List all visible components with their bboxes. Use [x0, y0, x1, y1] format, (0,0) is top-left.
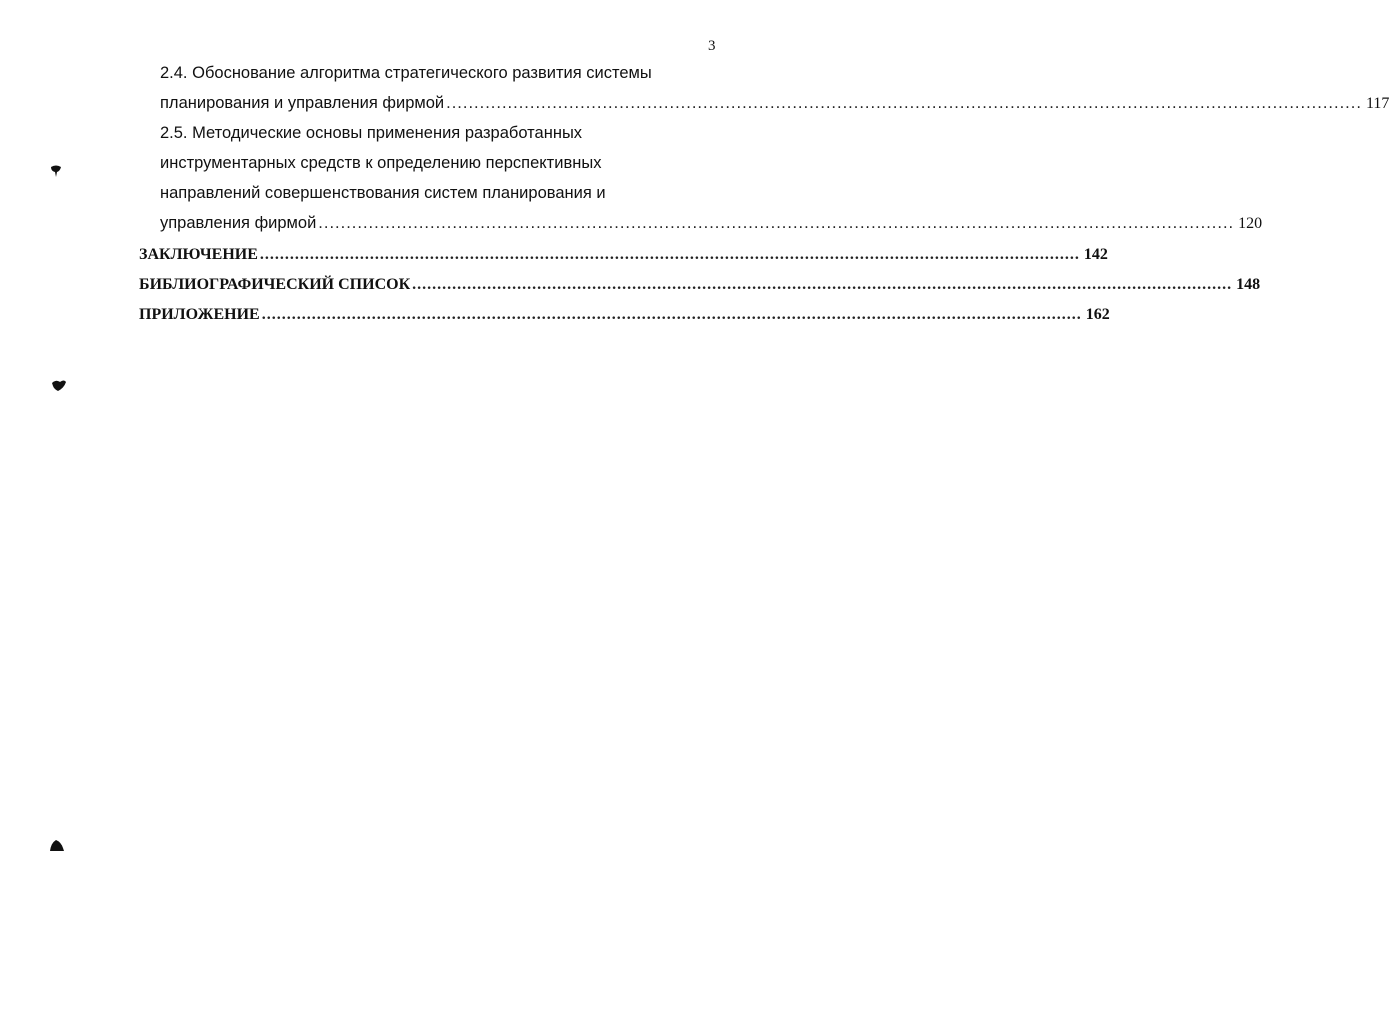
toc-entry-bibliography-title: БИБЛИОГРАФИЧЕСКИЙ СПИСОК [139, 276, 411, 293]
dot-leader: .................................................................................................................................................................... [318, 214, 1235, 232]
scan-blot [48, 163, 64, 179]
toc-entry-2-5-line1: 2.5. Методические основы применения разработанных [160, 124, 583, 142]
toc-entry-appendix-page: 162 [1085, 306, 1110, 323]
toc-entry-conclusion[interactable] [139, 246, 1108, 264]
toc-entry-2-5-line4: управления фирмой [160, 214, 317, 232]
page-number: 3 [708, 38, 716, 54]
toc-entry-conclusion-title: ЗАКЛЮЧЕНИЕ [139, 246, 258, 263]
toc-entry-2-4-line1: 2.4. Обоснование алгоритма стратегического развития системы [160, 64, 652, 82]
toc-entry-appendix[interactable] [139, 306, 1110, 324]
toc-entry-2-5-page: 120 [1238, 215, 1263, 232]
toc-entry-2-4[interactable] [160, 94, 1389, 113]
scan-blot [50, 378, 68, 394]
toc-entry-2-4-line2: планирования и управления фирмой [160, 94, 445, 112]
scan-blot [48, 838, 66, 854]
toc-entry-bibliography-page: 148 [1236, 276, 1261, 293]
toc-entry-2-4-page: 117 [1365, 95, 1389, 112]
dot-leader: .................................................................................................................................................................... [412, 276, 1233, 293]
toc-entry-conclusion-page: 142 [1083, 246, 1108, 263]
toc-entry-appendix-title: ПРИЛОЖЕНИЕ [139, 306, 260, 323]
toc-entry-2-5-line2: инструментарных средств к определению перспективных [160, 154, 602, 172]
table-of-contents [0, 0, 1389, 340]
dot-leader: .................................................................................................................................................................... [259, 246, 1080, 263]
toc-entry-2-5-line3: направлений совершенствования систем планирования и [160, 184, 606, 202]
dot-leader: .................................................................................................................................................................... [261, 306, 1082, 323]
toc-entry-2-5[interactable] [160, 214, 1263, 233]
dot-leader: .................................................................................................................................................................... [446, 94, 1362, 112]
toc-entry-bibliography[interactable] [139, 276, 1261, 294]
